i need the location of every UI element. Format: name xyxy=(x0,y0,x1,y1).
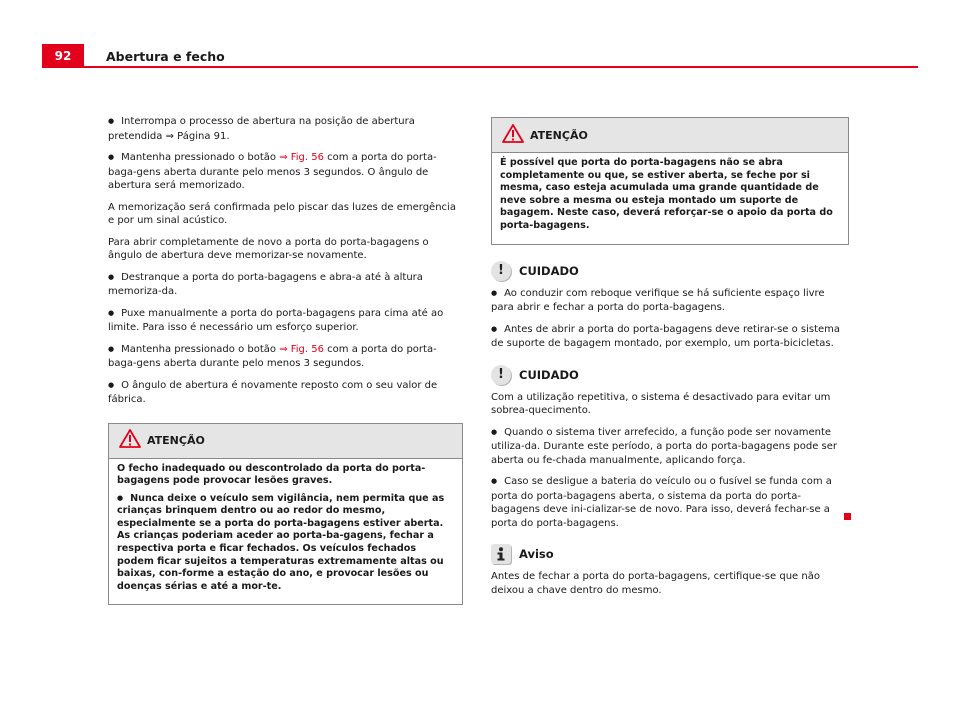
exclamation-icon: ! xyxy=(491,261,511,281)
info-icon xyxy=(491,544,511,564)
warning-text: É possível que porta do porta-bagagens não se abra completamente ou que, se estiver aberta, se feche por si mesma, caso esteja acumulada uma grande quantidade de neve sobre a mesma ou esteja montado um suporte de bagagem. Neste caso, deverá reforçar-se o apoio da porta do porta-bagagens. xyxy=(500,157,833,231)
paragraph-text: Ao conduzir com reboque verifique se há suficiente espaço livre para abrir e fechar a porta do porta-bagagens. xyxy=(491,287,825,314)
paragraph: Antes de fechar a porta do porta-bagagens, certifique-se que não deixou a chave dentro do mesmo. xyxy=(491,571,820,596)
warning-title: ATENÇÃO xyxy=(530,128,588,142)
note-title: Aviso xyxy=(519,547,554,562)
paragraph-text: com a porta do porta-baga-gens aberta durante pelo menos 3 segundos. O ângulo de abertura será memorizado. xyxy=(108,152,437,191)
paragraph-text: Mantenha pressionado o botão xyxy=(121,152,280,163)
bullet-paragraph xyxy=(491,287,849,315)
paragraph-text: Antes de abrir a porta do porta-bagagens deve retirar-se o sistema de suporte de bagagem montado, por exemplo, um porta-bicicletas. xyxy=(491,323,841,350)
bullet-paragraph xyxy=(108,271,463,299)
warning-triangle-icon xyxy=(119,429,141,452)
caution-header xyxy=(491,261,849,281)
warning-header xyxy=(492,118,848,153)
bullet-paragraph xyxy=(491,323,849,351)
warning-box xyxy=(491,117,849,245)
bullet-paragraph xyxy=(491,475,849,530)
warning-header xyxy=(109,424,462,459)
warning-text: O fecho inadequado ou descontrolado da porta do porta-bagagens pode provocar lesões graves. xyxy=(117,462,426,487)
warning-text: Nunca deixe o veículo sem vigilância, nem permita que as crianças brinquem dentro ou ao redor do mesmo, especialmente se a porta do porta-bagagens estiver aberta. As crianças poderiam aceder ao porta-ba-gagens, fechar a respectiva porta e ficar fechados. Os veículos fechados podem ficar sujeitos a temperaturas extremamente altas ou baixas, con-forme a estação do ano, e provocar lesões ou doenças sérias e até a mor-te. xyxy=(117,492,445,592)
paragraph-text: Caso se desligue a bateria do veículo ou o fusível se funda com a porta do porta-bagagens aberta, o sistema da porta do porta-bagagens deve ini-cializar-se de novo. Para isso, deverá fechar-se a porta do porta-bagagens. xyxy=(491,476,832,529)
paragraph: Com a utilização repetitiva, o sistema é desactivado para evitar um sobrea-quecimento. xyxy=(491,391,831,417)
right-column xyxy=(491,117,849,605)
bullet-paragraph xyxy=(108,151,463,193)
warning-title: ATENÇÃO xyxy=(147,434,205,447)
page-number: 92 xyxy=(42,44,84,68)
bullet-paragraph xyxy=(108,115,463,143)
caution-title: CUIDADO xyxy=(519,367,579,382)
paragraph: Para abrir completamente de novo a porta do porta-bagagens o ângulo de abertura deve memorizar-se novamente. xyxy=(108,236,429,261)
header-rule xyxy=(84,66,918,68)
note-header xyxy=(491,544,849,564)
end-of-section-marker xyxy=(844,513,851,520)
caution-header xyxy=(491,365,849,385)
warning-triangle-icon xyxy=(502,124,524,147)
bullet-paragraph xyxy=(108,343,463,371)
exclamation-icon: ! xyxy=(491,365,511,385)
page-title: Abertura e fecho xyxy=(106,49,225,64)
left-column xyxy=(108,115,463,605)
paragraph-text: Mantenha pressionado o botão xyxy=(121,343,280,355)
bullet-paragraph xyxy=(108,379,463,407)
caution-title: CUIDADO xyxy=(519,263,579,278)
paragraph-text: Destranque a porta do porta-bagagens e abra-a até à altura memoriza-da. xyxy=(108,271,423,297)
warning-body xyxy=(109,459,462,605)
paragraph: A memorização será confirmada pelo piscar das luzes de emergência e por um sinal acústico. xyxy=(108,201,456,226)
paragraph-text: O ângulo de abertura é novamente reposto com o seu valor de fábrica. xyxy=(108,379,438,405)
bullet-paragraph xyxy=(108,307,463,335)
figure-link[interactable]: ⇒ Fig. 56 xyxy=(279,152,324,163)
figure-link[interactable]: ⇒ Fig. 56 xyxy=(279,343,324,355)
warning-box xyxy=(108,423,463,606)
bullet-paragraph xyxy=(491,426,849,468)
warning-body xyxy=(492,153,848,244)
paragraph-text: Interrompa o processo de abertura na posição de abertura pretendida ⇒ Página 91. xyxy=(108,116,415,142)
paragraph-text: Puxe manualmente a porta do porta-bagagens para cima até ao limite. Para isso é necessário um esforço superior. xyxy=(108,307,444,333)
paragraph-text: com a porta do porta-baga-gens aberta durante pelo menos 3 segundos. xyxy=(108,343,437,369)
warning-bullet xyxy=(117,493,454,594)
paragraph-text: Quando o sistema tiver arrefecido, a função pode ser novamente utiliza-da. Durante este período, a porta do porta-bagagens pode ser aberta ou fe-chada manualmente, aplicando força. xyxy=(491,426,838,466)
